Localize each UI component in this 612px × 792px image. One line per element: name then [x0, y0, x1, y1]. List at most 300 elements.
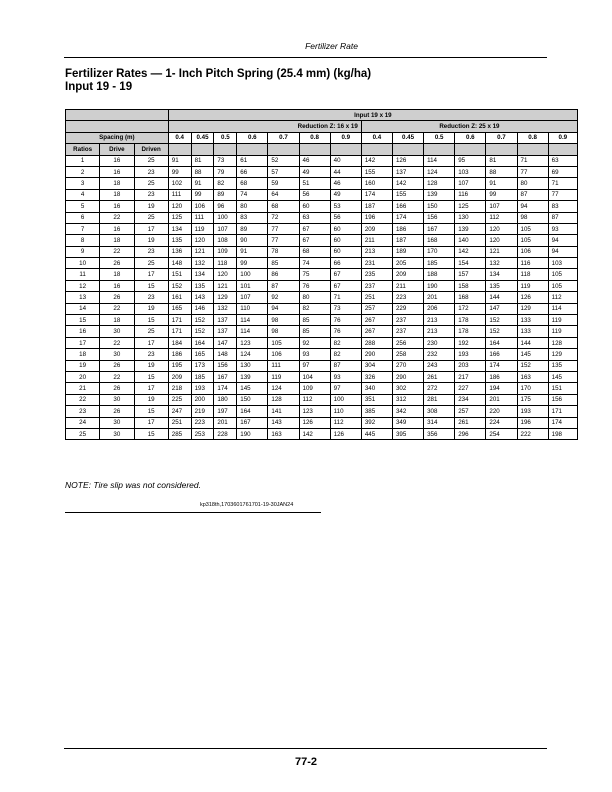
rate-cell: 170 [424, 246, 455, 257]
rate-cell: 126 [517, 292, 548, 303]
rate-cell: 142 [299, 428, 330, 439]
rate-cell: 126 [392, 155, 423, 166]
rate-cell: 251 [361, 292, 392, 303]
rate-cell: 237 [392, 315, 423, 326]
rate-cell: 92 [299, 337, 330, 348]
rate-cell: 119 [268, 371, 299, 382]
rate-cell: 152 [168, 280, 191, 291]
rate-cell: 167 [424, 223, 455, 234]
rate-cell: 68 [237, 178, 268, 189]
rate-cell: 112 [330, 417, 361, 428]
rate-cell: 256 [392, 337, 423, 348]
rate-cell: 314 [424, 417, 455, 428]
rate-cell: 97 [299, 360, 330, 371]
rate-cell: 77 [268, 235, 299, 246]
heading-line-2: Input 19 - 19 [65, 81, 133, 93]
rate-cell: 222 [517, 428, 548, 439]
ratio-cell: 17 [66, 337, 100, 348]
driven-cell: 19 [134, 394, 168, 405]
rate-cell: 120 [486, 235, 517, 246]
table-row [66, 246, 578, 257]
rate-cell: 171 [168, 315, 191, 326]
rate-cell: 94 [268, 303, 299, 314]
rate-cell: 206 [424, 303, 455, 314]
rate-cell: 67 [330, 280, 361, 291]
table-row [66, 269, 578, 280]
rate-cell: 228 [214, 428, 237, 439]
rate-cell: 290 [361, 349, 392, 360]
rate-cell: 326 [361, 371, 392, 382]
rate-cell: 140 [455, 235, 486, 246]
rate-cell: 98 [517, 212, 548, 223]
table-row [66, 189, 578, 200]
rate-cell: 172 [455, 303, 486, 314]
rate-cell: 171 [168, 326, 191, 337]
rate-cell: 198 [548, 428, 577, 439]
rate-cell: 61 [237, 155, 268, 166]
rate-cell: 132 [191, 258, 214, 269]
rate-cell: 132 [214, 303, 237, 314]
rate-cell: 59 [268, 178, 299, 189]
table-row [66, 428, 578, 439]
rate-cell: 136 [168, 246, 191, 257]
rate-cell: 267 [361, 326, 392, 337]
drive-cell: 18 [100, 269, 134, 280]
rate-cell: 223 [191, 417, 214, 428]
rate-cell: 124 [424, 166, 455, 177]
rate-cell: 171 [548, 406, 577, 417]
blank-header-cell [517, 144, 548, 155]
rate-cell: 144 [486, 292, 517, 303]
spacing-header: Spacing (m) [66, 132, 169, 143]
rate-cell: 143 [268, 417, 299, 428]
rate-cell: 209 [392, 269, 423, 280]
rate-cell: 91 [191, 178, 214, 189]
rate-cell: 143 [191, 292, 214, 303]
rate-cell: 46 [299, 155, 330, 166]
spacing-value-right-0: 0.4 [361, 132, 392, 143]
driven-cell: 17 [134, 383, 168, 394]
rate-cell: 340 [361, 383, 392, 394]
rate-cell: 201 [214, 417, 237, 428]
rate-cell: 186 [486, 371, 517, 382]
rate-cell: 109 [299, 383, 330, 394]
rate-cell: 189 [392, 246, 423, 257]
rate-cell: 174 [486, 360, 517, 371]
rate-cell: 141 [268, 406, 299, 417]
rate-cell: 139 [424, 189, 455, 200]
ratio-cell: 5 [66, 201, 100, 212]
driven-cell: 19 [134, 201, 168, 212]
rate-cell: 56 [330, 212, 361, 223]
rate-cell: 85 [268, 258, 299, 269]
rate-cell: 82 [330, 337, 361, 348]
rate-cell: 120 [486, 223, 517, 234]
rate-cell: 173 [191, 360, 214, 371]
rate-cell: 135 [168, 235, 191, 246]
blank-header-cell [237, 144, 268, 155]
rate-cell: 251 [168, 417, 191, 428]
rate-cell: 121 [214, 280, 237, 291]
rate-cell: 230 [424, 337, 455, 348]
rate-cell: 168 [424, 235, 455, 246]
rate-cell: 130 [455, 212, 486, 223]
rate-cell: 94 [548, 246, 577, 257]
rate-cell: 174 [548, 417, 577, 428]
rate-cell: 186 [168, 349, 191, 360]
rate-cell: 104 [299, 371, 330, 382]
rate-cell: 105 [517, 223, 548, 234]
ratios-header: Ratios [66, 144, 100, 155]
rate-cell: 123 [237, 337, 268, 348]
rate-cell: 209 [168, 371, 191, 382]
drive-cell: 30 [100, 428, 134, 439]
image-reference: kp318th,1703601761701-19-30JAN24 [200, 502, 294, 508]
rate-cell: 82 [330, 349, 361, 360]
rate-cell: 219 [191, 406, 214, 417]
rate-cell: 96 [214, 201, 237, 212]
rate-cell: 91 [486, 178, 517, 189]
rate-cell: 44 [330, 166, 361, 177]
ratio-cell: 24 [66, 417, 100, 428]
rate-cell: 258 [392, 349, 423, 360]
drive-cell: 16 [100, 166, 134, 177]
rate-cell: 213 [424, 315, 455, 326]
rate-cell: 77 [268, 223, 299, 234]
rate-cell: 126 [330, 428, 361, 439]
rate-cell: 190 [424, 280, 455, 291]
rate-cell: 243 [424, 360, 455, 371]
rate-cell: 123 [299, 406, 330, 417]
rate-cell: 114 [548, 303, 577, 314]
rate-cell: 304 [361, 360, 392, 371]
table-row [66, 394, 578, 405]
rate-cell: 128 [424, 178, 455, 189]
rate-cell: 72 [268, 212, 299, 223]
rate-cell: 129 [214, 292, 237, 303]
ratio-cell: 11 [66, 269, 100, 280]
rate-cell: 121 [191, 246, 214, 257]
rate-cell: 135 [486, 280, 517, 291]
rate-cell: 110 [237, 303, 268, 314]
drive-cell: 22 [100, 303, 134, 314]
ratio-cell: 18 [66, 349, 100, 360]
rate-cell: 114 [424, 155, 455, 166]
rate-cell: 60 [330, 235, 361, 246]
rate-cell: 74 [299, 258, 330, 269]
page-heading [65, 68, 371, 94]
rate-cell: 175 [517, 394, 548, 405]
table-row [66, 337, 578, 348]
rate-cell: 56 [299, 189, 330, 200]
rate-cell: 253 [191, 428, 214, 439]
input-header: Input 19 x 19 [168, 110, 577, 121]
ratio-cell: 13 [66, 292, 100, 303]
spacing-value-right-2: 0.5 [424, 132, 455, 143]
ratio-cell: 4 [66, 189, 100, 200]
ratio-cell: 10 [66, 258, 100, 269]
rate-cell: 112 [548, 292, 577, 303]
rate-cell: 111 [191, 212, 214, 223]
ratio-cell: 2 [66, 166, 100, 177]
rate-cell: 217 [455, 371, 486, 382]
rate-cell: 71 [330, 292, 361, 303]
rate-cell: 129 [548, 349, 577, 360]
rate-cell: 190 [237, 428, 268, 439]
rate-cell: 124 [268, 383, 299, 394]
rate-cell: 99 [237, 258, 268, 269]
rate-cell: 281 [424, 394, 455, 405]
blank-header-cell [299, 144, 330, 155]
rate-cell: 257 [361, 303, 392, 314]
rate-cell: 93 [299, 349, 330, 360]
table-row [66, 166, 578, 177]
rate-cell: 356 [424, 428, 455, 439]
rate-cell: 73 [214, 155, 237, 166]
table-row [66, 292, 578, 303]
rate-cell: 100 [214, 212, 237, 223]
driven-cell: 15 [134, 371, 168, 382]
rate-cell: 178 [455, 315, 486, 326]
rate-cell: 119 [548, 315, 577, 326]
rate-cell: 302 [392, 383, 423, 394]
image-reference-rule [65, 512, 321, 513]
rate-cell: 186 [392, 223, 423, 234]
table-row [66, 223, 578, 234]
rate-cell: 184 [168, 337, 191, 348]
rate-cell: 60 [299, 201, 330, 212]
table-row [66, 280, 578, 291]
rate-cell: 200 [191, 394, 214, 405]
drive-cell: 16 [100, 201, 134, 212]
rate-cell: 257 [455, 406, 486, 417]
rate-cell: 154 [455, 258, 486, 269]
rate-cell: 185 [191, 371, 214, 382]
drive-cell: 30 [100, 349, 134, 360]
rate-cell: 166 [392, 201, 423, 212]
rate-cell: 86 [268, 269, 299, 280]
rate-cell: 174 [361, 189, 392, 200]
rate-cell: 82 [299, 303, 330, 314]
rate-cell: 187 [361, 201, 392, 212]
section-title: Fertilizer Rate [305, 41, 358, 51]
table-row [66, 212, 578, 223]
rate-cell: 194 [486, 383, 517, 394]
blank-header-cell [168, 144, 191, 155]
blank-header-cell [486, 144, 517, 155]
drive-cell: 26 [100, 360, 134, 371]
rate-cell: 308 [424, 406, 455, 417]
blank-header-cell [424, 144, 455, 155]
drive-cell: 30 [100, 326, 134, 337]
rate-cell: 105 [548, 269, 577, 280]
rate-cell: 99 [486, 189, 517, 200]
driven-cell: 25 [134, 212, 168, 223]
rate-cell: 150 [237, 394, 268, 405]
rate-cell: 237 [361, 280, 392, 291]
rate-cell: 87 [330, 360, 361, 371]
rate-cell: 103 [548, 258, 577, 269]
rate-cell: 128 [268, 394, 299, 405]
rate-cell: 195 [168, 360, 191, 371]
header-corner-cell [66, 110, 169, 121]
rate-cell: 135 [548, 360, 577, 371]
rate-cell: 156 [424, 212, 455, 223]
driven-cell: 23 [134, 349, 168, 360]
rate-cell: 296 [455, 428, 486, 439]
footer-rule [64, 748, 547, 749]
rate-cell: 99 [191, 189, 214, 200]
rate-cell: 137 [214, 315, 237, 326]
rate-cell: 164 [486, 337, 517, 348]
rate-cell: 145 [548, 371, 577, 382]
rate-cell: 351 [361, 394, 392, 405]
table-row [66, 178, 578, 189]
rate-cell: 128 [548, 337, 577, 348]
rate-cell: 254 [486, 428, 517, 439]
driven-cell: 23 [134, 166, 168, 177]
rate-cell: 261 [455, 417, 486, 428]
spacing-value-left-4: 0.7 [268, 132, 299, 143]
ratio-cell: 3 [66, 178, 100, 189]
rate-cell: 60 [330, 246, 361, 257]
rate-cell: 225 [168, 394, 191, 405]
rate-cell: 112 [299, 394, 330, 405]
rate-cell: 137 [392, 166, 423, 177]
driven-cell: 17 [134, 269, 168, 280]
page-number: 77-2 [294, 756, 318, 768]
rate-cell: 290 [392, 371, 423, 382]
driven-cell: 25 [134, 326, 168, 337]
rate-cell: 52 [268, 155, 299, 166]
rate-cell: 160 [361, 178, 392, 189]
rate-cell: 144 [517, 337, 548, 348]
blank-header-cell [330, 144, 361, 155]
rate-cell: 145 [237, 383, 268, 394]
rate-cell: 106 [517, 246, 548, 257]
rate-cell: 349 [392, 417, 423, 428]
table-row [66, 315, 578, 326]
rate-cell: 125 [168, 212, 191, 223]
rate-cell: 79 [214, 166, 237, 177]
blank-header-cell [392, 144, 423, 155]
rate-cell: 267 [361, 315, 392, 326]
rate-cell: 392 [361, 417, 392, 428]
rate-cell: 81 [486, 155, 517, 166]
ratio-cell: 12 [66, 280, 100, 291]
rate-cell: 209 [361, 223, 392, 234]
rate-cell: 170 [517, 383, 548, 394]
drive-cell: 18 [100, 189, 134, 200]
rate-cell: 163 [517, 371, 548, 382]
rate-cell: 165 [168, 303, 191, 314]
table-header-row-reduction [66, 121, 578, 132]
spacing-value-right-1: 0.45 [392, 132, 423, 143]
rate-cell: 109 [214, 246, 237, 257]
rate-cell: 134 [168, 223, 191, 234]
reduction-left-header: Reduction Z: 16 x 19 [168, 121, 361, 132]
rate-cell: 152 [191, 315, 214, 326]
rate-cell: 147 [214, 337, 237, 348]
driven-cell: 17 [134, 337, 168, 348]
drive-cell: 26 [100, 292, 134, 303]
rate-cell: 77 [548, 189, 577, 200]
rate-cell: 93 [330, 371, 361, 382]
rate-cell: 142 [455, 246, 486, 257]
rate-cell: 87 [548, 212, 577, 223]
rate-cell: 152 [486, 326, 517, 337]
rate-cell: 103 [455, 166, 486, 177]
driven-cell: 25 [134, 155, 168, 166]
rate-cell: 40 [330, 155, 361, 166]
rate-cell: 106 [191, 201, 214, 212]
rate-cell: 60 [330, 223, 361, 234]
rate-cell: 120 [214, 269, 237, 280]
rate-cell: 146 [191, 303, 214, 314]
rate-cell: 85 [299, 326, 330, 337]
rate-cell: 71 [517, 155, 548, 166]
rate-cell: 152 [517, 360, 548, 371]
spacing-value-left-2: 0.5 [214, 132, 237, 143]
rate-cell: 135 [191, 280, 214, 291]
rate-cell: 110 [330, 406, 361, 417]
rate-cell: 94 [548, 235, 577, 246]
rate-cell: 218 [168, 383, 191, 394]
rate-cell: 142 [392, 178, 423, 189]
rate-cell: 164 [237, 406, 268, 417]
rate-cell: 76 [330, 326, 361, 337]
rate-cell: 231 [361, 258, 392, 269]
rate-cell: 229 [392, 303, 423, 314]
rate-cell: 139 [237, 371, 268, 382]
rate-cell: 130 [237, 360, 268, 371]
rate-cell: 193 [455, 349, 486, 360]
drive-cell: 16 [100, 280, 134, 291]
rate-cell: 89 [214, 189, 237, 200]
rate-cell: 156 [548, 394, 577, 405]
rate-cell: 87 [268, 280, 299, 291]
rate-cell: 395 [392, 428, 423, 439]
ratio-cell: 7 [66, 223, 100, 234]
rate-cell: 247 [168, 406, 191, 417]
driven-cell: 19 [134, 303, 168, 314]
rate-cell: 88 [486, 166, 517, 177]
rate-cell: 68 [299, 246, 330, 257]
rate-cell: 150 [424, 201, 455, 212]
drive-cell: 26 [100, 406, 134, 417]
ratio-cell: 16 [66, 326, 100, 337]
rate-cell: 187 [392, 235, 423, 246]
driven-cell: 23 [134, 246, 168, 257]
ratio-cell: 25 [66, 428, 100, 439]
rate-cell: 99 [168, 166, 191, 177]
rate-cell: 134 [486, 269, 517, 280]
rate-cell: 95 [455, 155, 486, 166]
rate-cell: 152 [486, 315, 517, 326]
ratio-cell: 20 [66, 371, 100, 382]
rate-cell: 108 [214, 235, 237, 246]
rate-cell: 203 [455, 360, 486, 371]
driven-cell: 19 [134, 360, 168, 371]
rate-cell: 91 [168, 155, 191, 166]
rate-cell: 53 [330, 201, 361, 212]
rate-cell: 46 [330, 178, 361, 189]
rate-cell: 272 [424, 383, 455, 394]
rate-cell: 119 [548, 326, 577, 337]
rate-cell: 78 [268, 246, 299, 257]
spacing-value-left-3: 0.6 [237, 132, 268, 143]
rate-cell: 67 [299, 235, 330, 246]
